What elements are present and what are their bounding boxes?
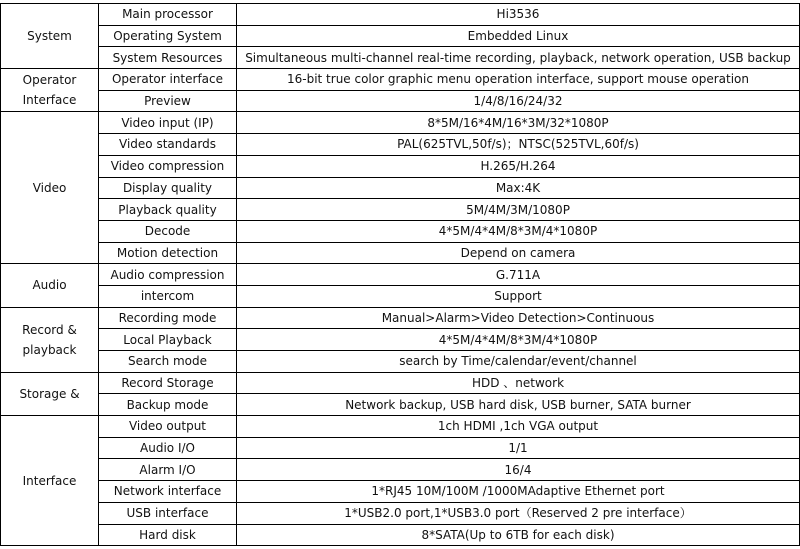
item-cell: Video input (IP) bbox=[99, 112, 237, 134]
item-cell: Operating System bbox=[99, 25, 237, 47]
table-row bbox=[1, 220, 800, 242]
table-row bbox=[1, 524, 800, 546]
table-row bbox=[1, 285, 800, 307]
table-row bbox=[1, 47, 800, 69]
table-row bbox=[1, 25, 800, 47]
category-cell: Operator Interface bbox=[1, 69, 99, 112]
value-cell: Max:4K bbox=[237, 177, 800, 199]
value-cell: H.265/H.264 bbox=[237, 155, 800, 177]
item-cell: Decode bbox=[99, 220, 237, 242]
item-cell: Video output bbox=[99, 416, 237, 438]
value-cell: Embedded Linux bbox=[237, 25, 800, 47]
spec-table-body bbox=[1, 4, 800, 546]
table-row bbox=[1, 177, 800, 199]
table-row bbox=[1, 155, 800, 177]
table-row bbox=[1, 242, 800, 264]
item-cell: Display quality bbox=[99, 177, 237, 199]
item-cell: Motion detection bbox=[99, 242, 237, 264]
item-cell: Search mode bbox=[99, 351, 237, 373]
table-row bbox=[1, 372, 800, 394]
spec-table bbox=[0, 3, 800, 546]
value-cell: 4*5M/4*4M/8*3M/4*1080P bbox=[237, 329, 800, 351]
item-cell: Network interface bbox=[99, 481, 237, 503]
item-cell: Local Playback bbox=[99, 329, 237, 351]
value-cell: search by Time/calendar/event/channel bbox=[237, 351, 800, 373]
table-row bbox=[1, 437, 800, 459]
value-cell: 8*SATA(Up to 6TB for each disk) bbox=[237, 524, 800, 546]
table-row bbox=[1, 134, 800, 156]
value-cell: 8*5M/16*4M/16*3M/32*1080P bbox=[237, 112, 800, 134]
item-cell: System Resources bbox=[99, 47, 237, 69]
value-cell: Support bbox=[237, 285, 800, 307]
item-cell: Video standards bbox=[99, 134, 237, 156]
value-cell: 16-bit true color graphic menu operation interface, support mouse operation bbox=[237, 69, 800, 91]
table-row bbox=[1, 394, 800, 416]
category-cell: Interface bbox=[1, 416, 99, 546]
item-cell: Hard disk bbox=[99, 524, 237, 546]
category-cell: Record & playback bbox=[1, 307, 99, 372]
value-cell: G.711A bbox=[237, 264, 800, 286]
item-cell: Alarm I/O bbox=[99, 459, 237, 481]
value-cell: Hi3536 bbox=[237, 4, 800, 26]
category-cell: Video bbox=[1, 112, 99, 264]
category-cell: Audio bbox=[1, 264, 99, 307]
item-cell: Backup mode bbox=[99, 394, 237, 416]
table-row bbox=[1, 199, 800, 221]
table-row bbox=[1, 416, 800, 438]
value-cell: 16/4 bbox=[237, 459, 800, 481]
table-row bbox=[1, 90, 800, 112]
table-row bbox=[1, 112, 800, 134]
value-cell: Depend on camera bbox=[237, 242, 800, 264]
value-cell: 1ch HDMI ,1ch VGA output bbox=[237, 416, 800, 438]
item-cell: intercom bbox=[99, 285, 237, 307]
item-cell: Recording mode bbox=[99, 307, 237, 329]
item-cell: Operator interface bbox=[99, 69, 237, 91]
value-cell: PAL(625TVL,50f/s)；NTSC(525TVL,60f/s) bbox=[237, 134, 800, 156]
table-row bbox=[1, 307, 800, 329]
table-row bbox=[1, 329, 800, 351]
value-cell: 1/4/8/16/24/32 bbox=[237, 90, 800, 112]
item-cell: Main processor bbox=[99, 4, 237, 26]
item-cell: Record Storage bbox=[99, 372, 237, 394]
table-row bbox=[1, 481, 800, 503]
item-cell: Video compression bbox=[99, 155, 237, 177]
value-cell: 1*RJ45 10M/100M /1000MAdaptive Ethernet port bbox=[237, 481, 800, 503]
value-cell: Simultaneous multi-channel real-time recording, playback, network operation, USB backup bbox=[237, 47, 800, 69]
table-row bbox=[1, 264, 800, 286]
item-cell: Preview bbox=[99, 90, 237, 112]
value-cell: HDD 、network bbox=[237, 372, 800, 394]
item-cell: USB interface bbox=[99, 502, 237, 524]
table-row bbox=[1, 502, 800, 524]
value-cell: Network backup, USB hard disk, USB burner, SATA burner bbox=[237, 394, 800, 416]
item-cell: Audio compression bbox=[99, 264, 237, 286]
value-cell: 5M/4M/3M/1080P bbox=[237, 199, 800, 221]
value-cell: 1*USB2.0 port,1*USB3.0 port（Reserved 2 pre interface） bbox=[237, 502, 800, 524]
table-row bbox=[1, 459, 800, 481]
table-row bbox=[1, 69, 800, 91]
value-cell: 4*5M/4*4M/8*3M/4*1080P bbox=[237, 220, 800, 242]
value-cell: 1/1 bbox=[237, 437, 800, 459]
table-row bbox=[1, 351, 800, 373]
table-row bbox=[1, 4, 800, 26]
category-cell: System bbox=[1, 4, 99, 69]
category-cell: Storage & bbox=[1, 372, 99, 415]
value-cell: Manual>Alarm>Video Detection>Continuous bbox=[237, 307, 800, 329]
item-cell: Playback quality bbox=[99, 199, 237, 221]
item-cell: Audio I/O bbox=[99, 437, 237, 459]
